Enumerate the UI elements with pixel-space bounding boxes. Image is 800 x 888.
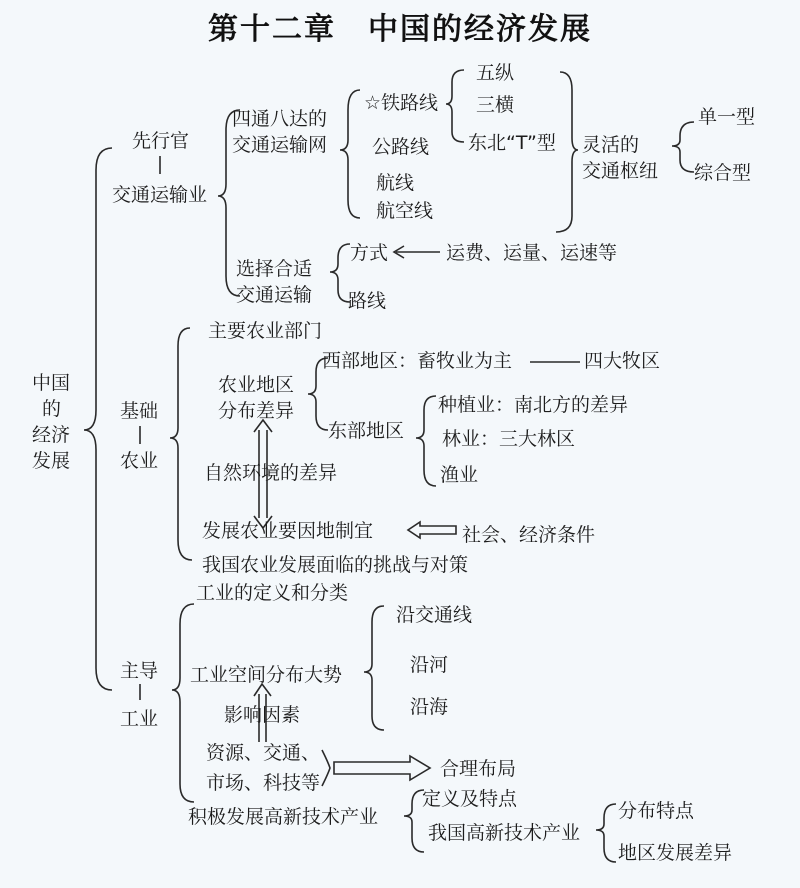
network-label-2: 交通运输网 — [232, 134, 328, 156]
root-line-4: 发展 — [32, 450, 71, 472]
east-label: 东部地区 — [328, 420, 405, 442]
choose-brace — [330, 244, 350, 302]
transport-name-top: 先行官 — [132, 130, 190, 152]
socio-conditions: 社会、经济条件 — [462, 524, 596, 546]
agri-brace — [170, 328, 192, 560]
mode-factors: 运费、运量、运速等 — [446, 242, 618, 264]
layout-label: 合理布局 — [440, 758, 517, 780]
railway-item-3: 东北“T”型 — [468, 132, 556, 154]
hitech-brace — [404, 790, 424, 852]
spatial-label: 工业空间分布大势 — [190, 664, 343, 686]
agri-name-top: 基础 — [120, 400, 159, 422]
east-item-3: 渔业 — [440, 464, 479, 486]
network-brace — [340, 90, 360, 218]
choose-label-2: 交通运输 — [236, 284, 313, 306]
west-target: 四大牧区 — [584, 350, 661, 372]
hitech-sub-brace — [596, 804, 616, 862]
spatial-brace — [364, 606, 384, 730]
root-line-1: 中国 — [32, 372, 71, 394]
road-label: 公路线 — [372, 136, 430, 158]
waterway-label: 航线 — [376, 172, 415, 194]
mode-label: 方式 — [350, 242, 389, 264]
choose-label-1: 选择合适 — [236, 258, 313, 280]
industry-brace — [172, 604, 194, 802]
chapter-title: 第十二章 中国的经济发展 — [208, 12, 592, 47]
layout-arrow — [334, 756, 430, 780]
industry-definition: 工业的定义和分类 — [196, 582, 349, 604]
distribution-label-2: 分布差异 — [218, 400, 295, 422]
hub-type-1: 单一型 — [698, 106, 756, 128]
nature-diff: 自然环境的差异 — [204, 462, 338, 484]
main-sectors: 主要农业部门 — [208, 320, 323, 342]
factor-item-2: 市场、科技等 — [206, 772, 321, 794]
railway-brace — [446, 70, 464, 142]
hitech-item-2: 我国高新技术产业 — [428, 822, 581, 844]
east-item-1: 种植业：南北方的差异 — [438, 394, 629, 416]
industry-name-bottom: 工业 — [120, 708, 159, 730]
east-brace — [416, 396, 436, 486]
route-label: 路线 — [348, 290, 387, 312]
spatial-item-2: 沿河 — [410, 654, 449, 676]
hub-type-2: 综合型 — [694, 162, 752, 184]
hitech-item-1: 定义及特点 — [422, 788, 518, 810]
hitech-label: 积极发展高新技术产业 — [188, 806, 379, 828]
hub-types-brace — [672, 122, 694, 172]
spatial-item-3: 沿海 — [410, 696, 449, 718]
hub-label-1: 灵活的 — [582, 134, 640, 156]
factor-item-1: 资源、交通、 — [206, 742, 321, 764]
root-line-2: 的 — [42, 398, 62, 420]
east-item-2: 林业：三大林区 — [442, 428, 576, 450]
agri-name-bottom: 农业 — [120, 450, 159, 472]
distribution-label-1: 农业地区 — [218, 374, 295, 396]
network-label-1: 四通八达的 — [232, 108, 328, 130]
airway-label: 航空线 — [376, 200, 434, 222]
west-label: 西部地区：畜牧业为主 — [322, 350, 513, 372]
hub-label-2: 交通枢纽 — [582, 160, 659, 182]
factors-label: 影响因素 — [224, 704, 301, 726]
railway-label: ☆铁路线 — [364, 92, 439, 114]
agri-challenges: 我国农业发展面临的挑战与对策 — [202, 554, 469, 576]
hub-bracket — [556, 72, 578, 232]
hitech-sub-1: 分布特点 — [618, 800, 695, 822]
railway-item-1: 五纵 — [476, 62, 515, 84]
local-conditions: 发展农业要因地制宜 — [202, 520, 374, 542]
transport-name-bottom: 交通运输业 — [112, 184, 208, 206]
root-line-3: 经济 — [32, 424, 71, 446]
root-brace — [84, 148, 112, 690]
factor-brace — [322, 750, 330, 786]
socio-arrow — [408, 522, 456, 538]
railway-item-2: 三横 — [476, 94, 515, 116]
hitech-sub-2: 地区发展差异 — [618, 842, 733, 864]
industry-name-top: 主导 — [120, 660, 159, 682]
spatial-item-1: 沿交通线 — [396, 604, 473, 626]
